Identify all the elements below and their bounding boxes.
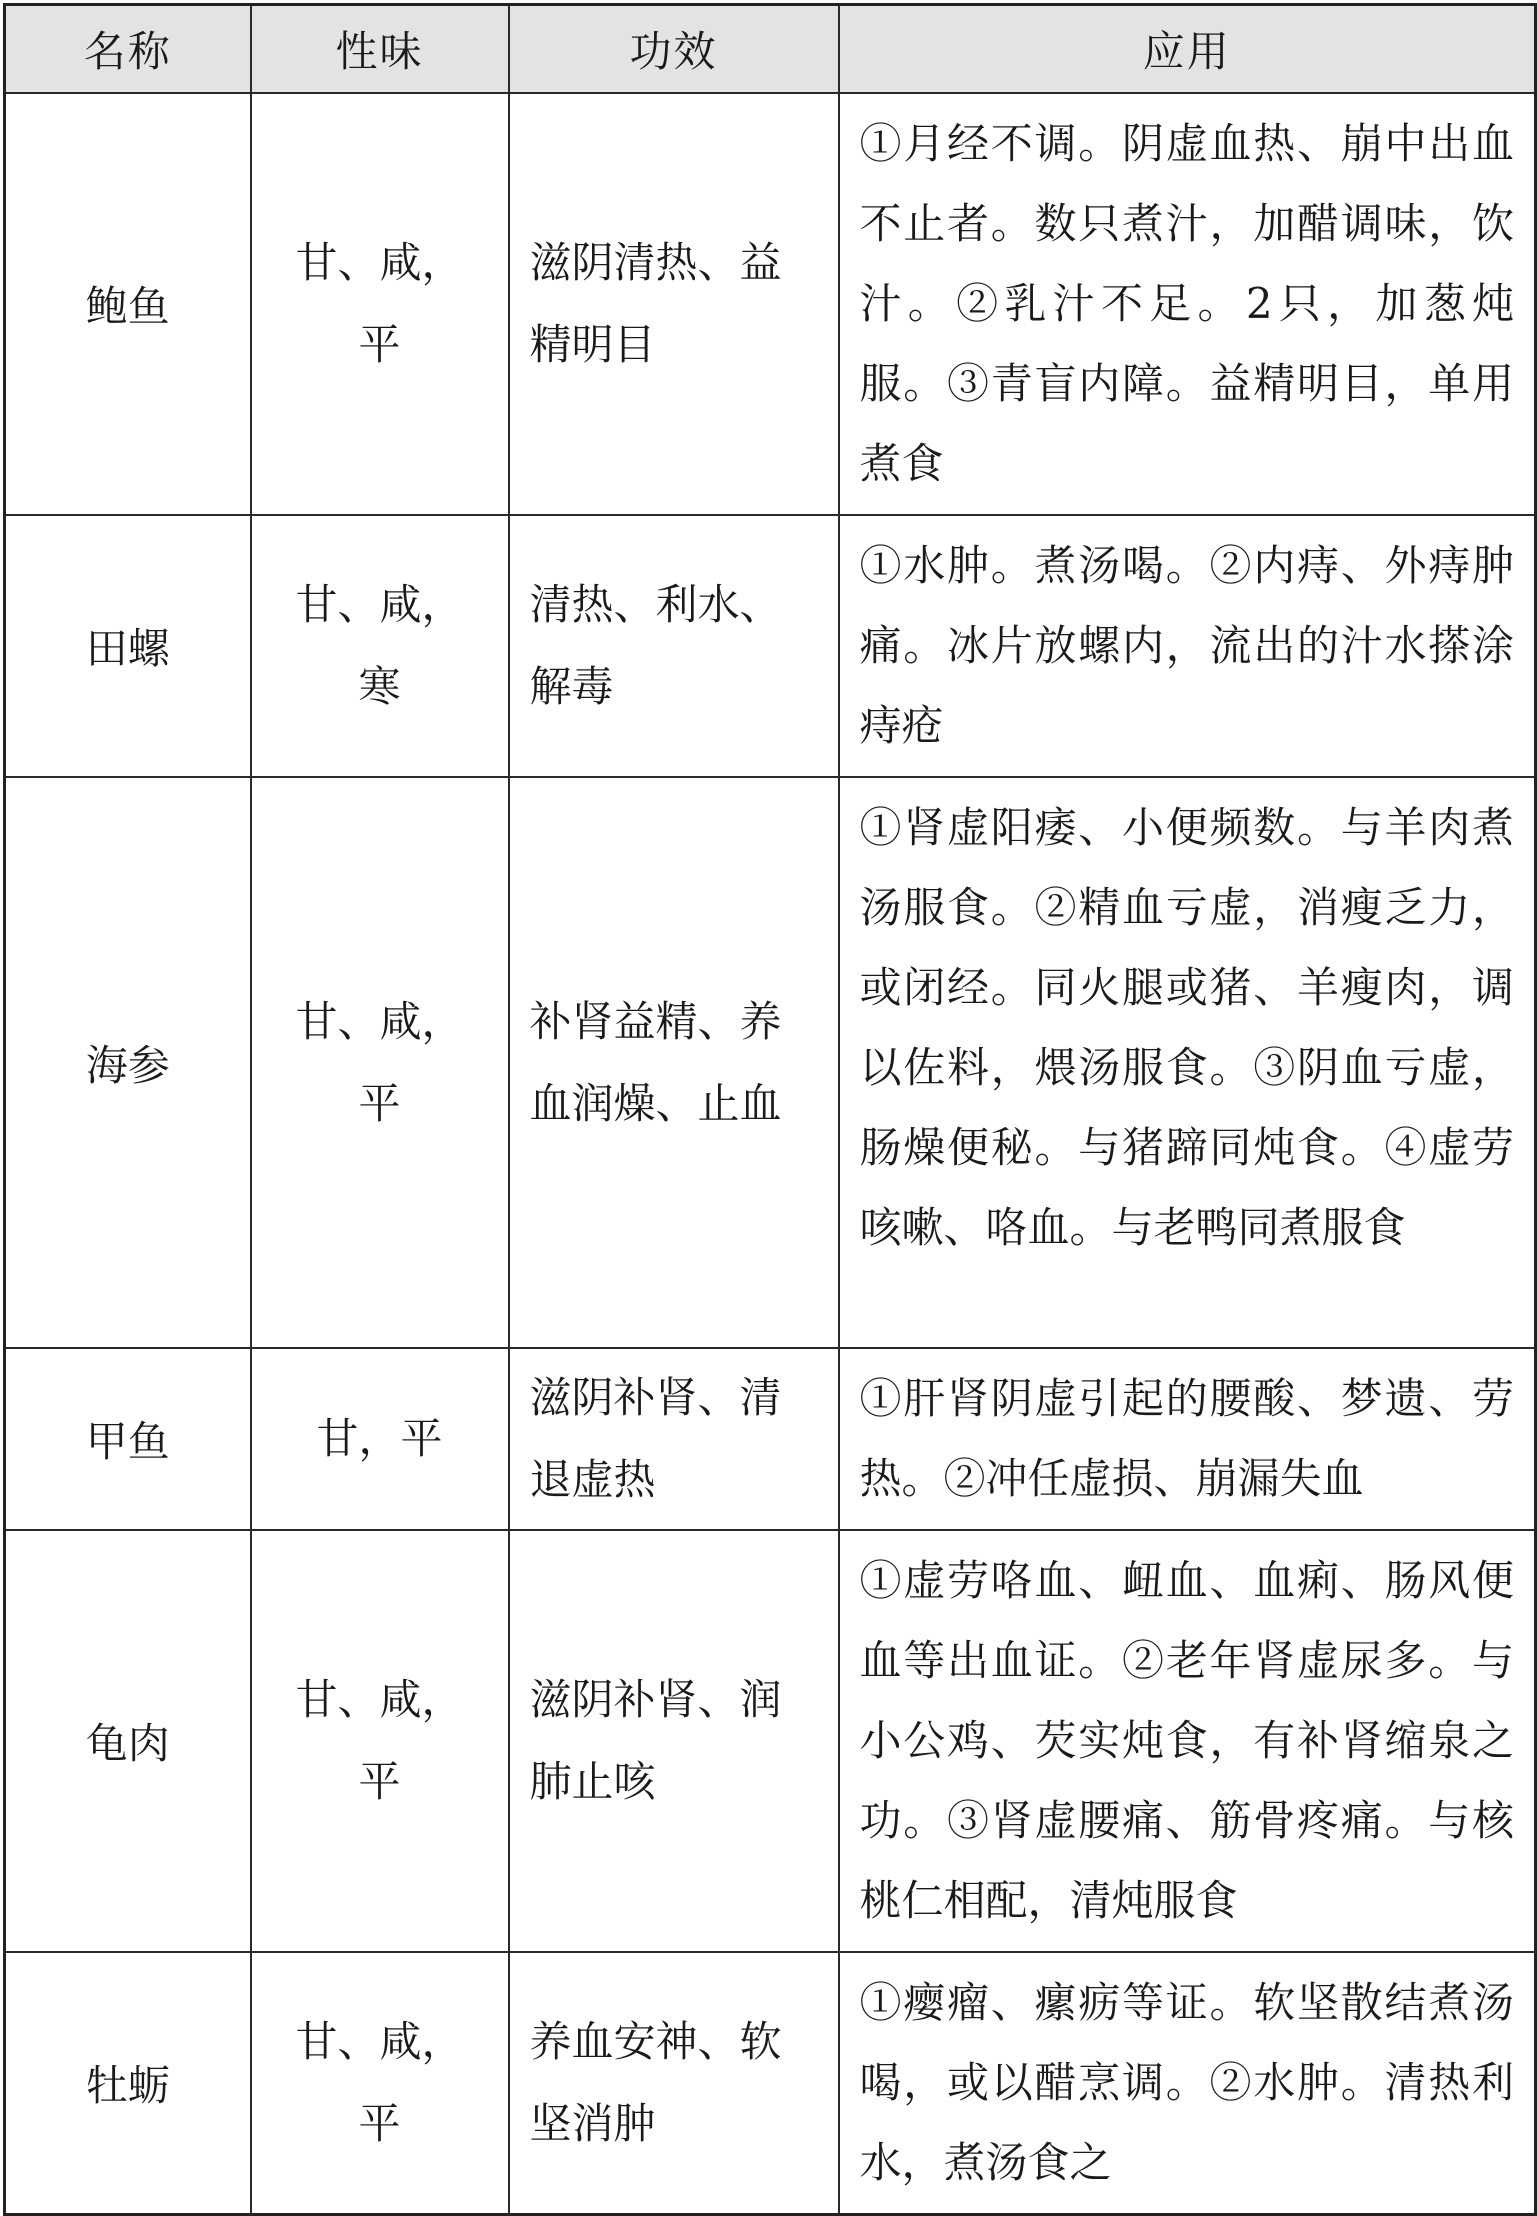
cell-use: ①肝肾阴虚引起的腰酸、梦遗、劳热。②冲任虚损、崩漏失血 xyxy=(839,1348,1536,1530)
table-row xyxy=(5,1530,1536,1952)
table-row xyxy=(5,1952,1536,2215)
cell-taste: 甘、咸，寒 xyxy=(251,515,509,777)
cell-use: ①瘿瘤、瘰疬等证。软坚散结煮汤喝，或以醋烹调。②水肿。清热利水，煮汤食之 xyxy=(839,1952,1536,2215)
cell-taste: 甘、咸，平 xyxy=(251,93,509,515)
cell-name: 鲍鱼 xyxy=(5,93,251,515)
cell-name: 海参 xyxy=(5,777,251,1348)
cell-effect: 补肾益精、养血润燥、止血 xyxy=(509,777,839,1348)
cell-use: ①肾虚阳痿、小便频数。与羊肉煮汤服食。②精血亏虚，消瘦乏力，或闭经。同火腿或猪、羊瘦肉，调以佐料，煨汤服食。③阴血亏虚，肠燥便秘。与猪蹄同炖食。④虚劳咳嗽、咯血。与老鸭同煮服食 xyxy=(839,777,1536,1348)
table-row xyxy=(5,93,1536,515)
cell-taste: 甘、咸，平 xyxy=(251,777,509,1348)
table-row xyxy=(5,515,1536,777)
cell-use: ①虚劳咯血、衄血、血痢、肠风便血等出血证。②老年肾虚尿多。与小公鸡、芡实炖食，有补肾缩泉之功。③肾虚腰痛、筋骨疼痛。与核桃仁相配，清炖服食 xyxy=(839,1530,1536,1952)
cell-effect: 清热、利水、解毒 xyxy=(509,515,839,777)
cell-name: 甲鱼 xyxy=(5,1348,251,1530)
header-use: 应用 xyxy=(839,5,1536,94)
table-row xyxy=(5,777,1536,1348)
cell-use: ①月经不调。阴虚血热、崩中出血不止者。数只煮汁，加醋调味，饮汁。②乳汁不足。2只，加葱炖服。③青盲内障。益精明目，单用煮食 xyxy=(839,93,1536,515)
cell-effect: 滋阴补肾、润肺止咳 xyxy=(509,1530,839,1952)
cell-taste: 甘、咸，平 xyxy=(251,1952,509,2215)
cell-use: ①水肿。煮汤喝。②内痔、外痔肿痛。冰片放螺内，流出的汁水搽涂痔疮 xyxy=(839,515,1536,777)
cell-effect: 滋阴补肾、清退虚热 xyxy=(509,1348,839,1530)
header-effect: 功效 xyxy=(509,5,839,94)
header-row xyxy=(5,5,1536,94)
food-therapy-table xyxy=(3,3,1537,2216)
header-taste: 性味 xyxy=(251,5,509,94)
cell-effect: 滋阴清热、益精明目 xyxy=(509,93,839,515)
cell-name: 龟肉 xyxy=(5,1530,251,1952)
header-name: 名称 xyxy=(5,5,251,94)
cell-name: 田螺 xyxy=(5,515,251,777)
cell-name: 牡蛎 xyxy=(5,1952,251,2215)
cell-taste: 甘，平 xyxy=(251,1348,509,1530)
table-row xyxy=(5,1348,1536,1530)
cell-taste: 甘、咸，平 xyxy=(251,1530,509,1952)
cell-effect: 养血安神、软坚消肿 xyxy=(509,1952,839,2215)
